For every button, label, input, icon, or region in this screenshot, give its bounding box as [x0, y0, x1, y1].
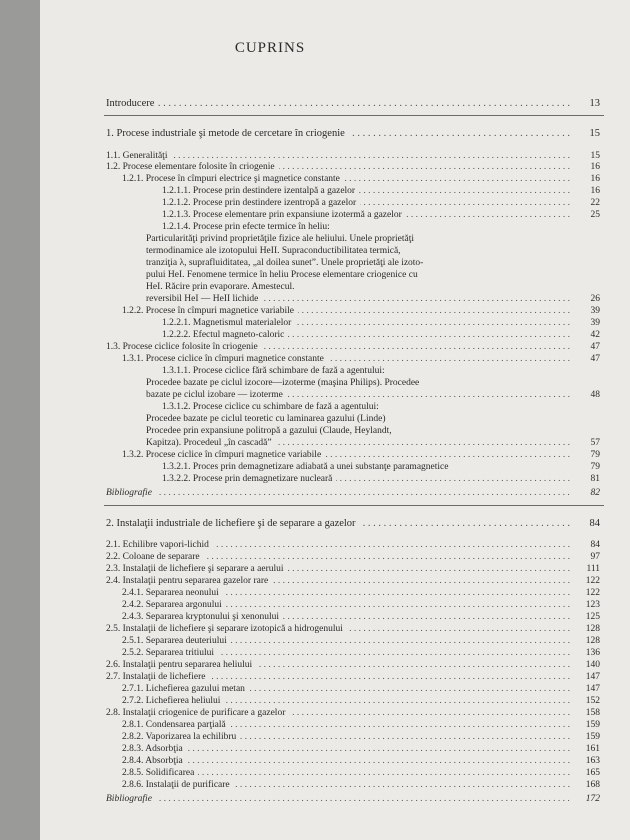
toc-entry-page: 136 [585, 648, 600, 658]
toc-entry-page: 152 [585, 696, 600, 706]
toc-entry-page: 26 [590, 294, 600, 304]
leader-dots [360, 518, 570, 529]
leader-dots [209, 672, 570, 683]
toc-entry-title: Bibliografie [106, 794, 152, 804]
toc-entry-page: 25 [590, 210, 600, 220]
leader-dots [156, 794, 570, 805]
leader-dots [295, 318, 570, 329]
toc-entry-title: 1.2.1. Procese în cîmpuri electrice şi magnetice constante [122, 174, 340, 184]
leader-dots [360, 198, 570, 209]
toc-entry-page: 161 [585, 744, 600, 754]
table-of-contents [40, 0, 630, 840]
toc-entry-title: tranziţia λ, suprafluiditatea, „al doilea sunet”. Unele proprietăţi ale izoto- [146, 258, 424, 268]
toc-entry-page: 128 [585, 624, 600, 634]
toc-entry-page: 97 [590, 552, 600, 562]
leader-dots [204, 552, 570, 563]
toc-entry-title: 1. Procese industriale şi metode de cercetare în criogenie [106, 128, 345, 139]
leader-dots [187, 756, 570, 767]
toc-entry-page: 172 [585, 794, 600, 804]
toc-entry-title: Procedee prin expansiune politropă a gazului (Claude, Heylandt, [146, 426, 392, 436]
toc-entry-title: 2.3. Instalaţii de lichefiere şi separare a aerului [106, 564, 284, 574]
leader-dots [328, 354, 570, 365]
toc-entry-title: 2.8.2. Vaporizarea la echilibru [122, 732, 237, 742]
toc-entry-title: 2.6. Instalaţii pentru separarea heliului [106, 660, 253, 670]
toc-entry-page: 147 [585, 672, 600, 682]
toc-entry-title: 2. Instalaţii industriale de lichefiere şi de separare a gazelor [106, 518, 356, 529]
book-page [40, 0, 630, 840]
toc-entry-page: 39 [590, 318, 600, 328]
toc-entry-page: 163 [585, 756, 600, 766]
leader-dots [256, 660, 570, 671]
leader-dots [279, 162, 570, 173]
toc-entry-page: 79 [590, 450, 600, 460]
toc-entry-title: Procedee bazate pe ciclul izocore—izoterme (maşina Philips). Procedee [146, 378, 420, 388]
toc-entry-title: 1.3. Procese ciclice folosite în criogenie [106, 342, 258, 352]
page-title: CUPRINS [234, 40, 306, 56]
toc-entry-title: 1.3.1.2. Procese ciclice cu schimbare de fază a agentului: [162, 402, 379, 412]
divider [104, 115, 604, 116]
toc-entry-title: HeI. Răcire prin evaporare. Amestecul. [146, 282, 295, 292]
toc-entry-title: 2.8.4. Absorbţia [122, 756, 183, 766]
toc-entry-page: 16 [590, 186, 600, 196]
toc-entry-title: 2.4.1. Separarea neonului [122, 588, 219, 598]
toc-entry-page: 128 [585, 636, 600, 646]
toc-entry-page: 16 [590, 162, 600, 172]
toc-entry-page: 81 [590, 474, 600, 484]
toc-entry-page: 123 [585, 600, 600, 610]
leader-dots [288, 564, 570, 575]
toc-entry-title: 1.2.1.2. Procese prin destindere izentropă a gazelor [162, 198, 357, 208]
toc-entry-title: 1.1. Generalităţi [106, 151, 168, 161]
toc-entry-title: 1.3.1. Procese ciclice în cîmpuri magnetice constante [122, 354, 324, 364]
leader-dots [262, 294, 570, 305]
toc-entry-page: 159 [585, 720, 600, 730]
leader-dots [262, 342, 570, 353]
leader-dots [298, 306, 570, 317]
toc-entry-page: 147 [585, 684, 600, 694]
toc-entry-page: 15 [590, 151, 600, 161]
toc-entry-page: 13 [589, 98, 600, 109]
toc-entry-page: 79 [590, 462, 600, 472]
toc-entry-page: 39 [590, 306, 600, 316]
toc-entry-page: 47 [590, 354, 600, 364]
toc-entry-title: 2.4.3. Separarea kryptonului şi xenonului [122, 612, 279, 622]
toc-entry-title: reversibil HeI — HeII lichide [146, 294, 259, 304]
leader-dots [158, 98, 570, 109]
toc-entry-title: Introducere [106, 98, 155, 109]
toc-entry-title: 1.3.2.1. Proces prin demagnetizare adiabată a unei substanţe paramagnetice [162, 462, 449, 472]
leader-dots [240, 732, 570, 743]
toc-entry-page: 140 [585, 660, 600, 670]
toc-entry-page: 159 [585, 732, 600, 742]
toc-entry-page: 82 [590, 488, 600, 498]
toc-entry-title: Procedee bazate pe ciclul teoretic cu laminarea gazului (Linde) [146, 414, 386, 424]
toc-entry-title: 2.2. Coloane de separare [106, 552, 200, 562]
leader-dots [289, 708, 570, 719]
toc-entry-title: Kapitza). Procedeul „în cascadă” [146, 438, 272, 448]
leader-dots [234, 780, 570, 791]
toc-entry-title: Bibliografie [106, 488, 152, 498]
toc-entry-page: 125 [585, 612, 600, 622]
leader-dots [336, 474, 570, 485]
toc-entry-title: 2.1. Echilibre vapori-lichid [106, 540, 209, 550]
leader-dots [344, 174, 570, 185]
toc-entry-title: 1.2.1.4. Procese prin efecte termice în heliu: [162, 222, 330, 232]
toc-entry-title: 2.8.3. Adsorbţia [122, 744, 183, 754]
toc-entry-page: 84 [590, 540, 600, 550]
toc-entry-title: pului HeI. Fenomene termice în heliu Procese elementare criogenice cu [146, 270, 418, 280]
toc-entry-title: 2.4.2. Separarea argonului [122, 600, 222, 610]
toc-entry-title: 1.3.1.1. Procese ciclice fără schimbare de fază a agentului: [162, 366, 385, 376]
toc-entry-title: 1.2.1.3. Procese elementare prin expansiune izotermă a gazelor [162, 210, 402, 220]
toc-entry-title: 2.7.1. Lichefierea gazului metan [122, 684, 245, 694]
toc-entry-title: 2.8.1. Condensarea parţială [122, 720, 226, 730]
leader-dots [187, 744, 570, 755]
leader-dots [283, 612, 570, 623]
toc-entry-page: 16 [590, 174, 600, 184]
toc-entry-page: 48 [590, 390, 600, 400]
toc-entry-page: 111 [586, 564, 600, 574]
leader-dots [224, 696, 570, 707]
toc-entry-title: 2.5.1. Separarea deuteriului [122, 636, 227, 646]
leader-dots [213, 540, 570, 551]
toc-entry-title: termodinamice ale izotopului HeII. Supraconductibilitatea termică, [146, 246, 401, 256]
toc-entry-page: 168 [585, 780, 600, 790]
leader-dots [347, 624, 570, 635]
toc-entry-page: 47 [590, 342, 600, 352]
toc-entry-page: 122 [585, 576, 600, 586]
toc-entry-title: 1.2.1.1. Procese prin destindere izentalpă a gazelor [162, 186, 356, 196]
toc-entry-title: 1.2.2.1. Magnetismul materialelor [162, 318, 292, 328]
toc-entry-page: 84 [589, 518, 600, 529]
toc-entry-title: 1.2. Procese elementare folosite în criogenie [106, 162, 275, 172]
toc-entry-title: 1.2.2.2. Efectul magneto-caloric [162, 330, 285, 340]
toc-entry-title: 2.4. Instalaţii pentru separarea gazelor rare [106, 576, 269, 586]
toc-entry-title: 2.8. Instalaţii criogenice de purificare a gazelor [106, 708, 286, 718]
leader-dots [171, 151, 570, 162]
leader-dots [156, 488, 570, 499]
toc-entry-page: 42 [590, 330, 600, 340]
toc-entry-page: 57 [590, 438, 600, 448]
toc-entry-page: 165 [585, 768, 600, 778]
leader-dots [406, 210, 570, 221]
leader-dots [231, 636, 570, 647]
divider [104, 505, 604, 506]
toc-entry-title: 1.3.2. Procese ciclice în cîmpuri magnetice variabile [122, 450, 322, 460]
toc-entry-title: 1.2.2. Procese în cîmpuri magnetice variabile [122, 306, 294, 316]
toc-entry-title: 2.8.5. Solidificarea [122, 768, 195, 778]
toc-entry-title: 2.5. Instalaţii de lichefiere şi separare izotopică a hidrogenului [106, 624, 343, 634]
leader-dots [272, 576, 570, 587]
leader-dots [349, 128, 570, 139]
toc-entry-title: bazate pe ciclul izobare — izoterme [146, 390, 283, 400]
toc-entry-title: 2.7. Instalaţii de lichefiere [106, 672, 206, 682]
toc-entry-title: 1.3.2.2. Procese prin demagnetizare nucleară [162, 474, 333, 484]
toc-entry-title: 2.7.2. Lichefierea heliului [122, 696, 221, 706]
toc-entry-title: 2.5.2. Separarea tritiului [122, 648, 215, 658]
toc-entry-page: 22 [590, 198, 600, 208]
leader-dots [249, 684, 570, 695]
leader-dots [198, 768, 570, 779]
leader-dots [226, 600, 570, 611]
leader-dots [230, 720, 570, 731]
toc-entry-page: 122 [585, 588, 600, 598]
toc-entry-title: Particularităţi privind proprietăţile fizice ale heliului. Unele proprietăţi [146, 234, 415, 244]
leader-dots [288, 330, 570, 341]
toc-entry-page: 15 [589, 128, 600, 139]
toc-entry-page: 158 [585, 708, 600, 718]
leader-dots [287, 390, 570, 401]
leader-dots [325, 450, 570, 461]
leader-dots [276, 438, 570, 449]
leader-dots [223, 588, 570, 599]
leader-dots [218, 648, 570, 659]
leader-dots [359, 186, 570, 197]
toc-entry-title: 2.8.6. Instalaţii de purificare [122, 780, 230, 790]
